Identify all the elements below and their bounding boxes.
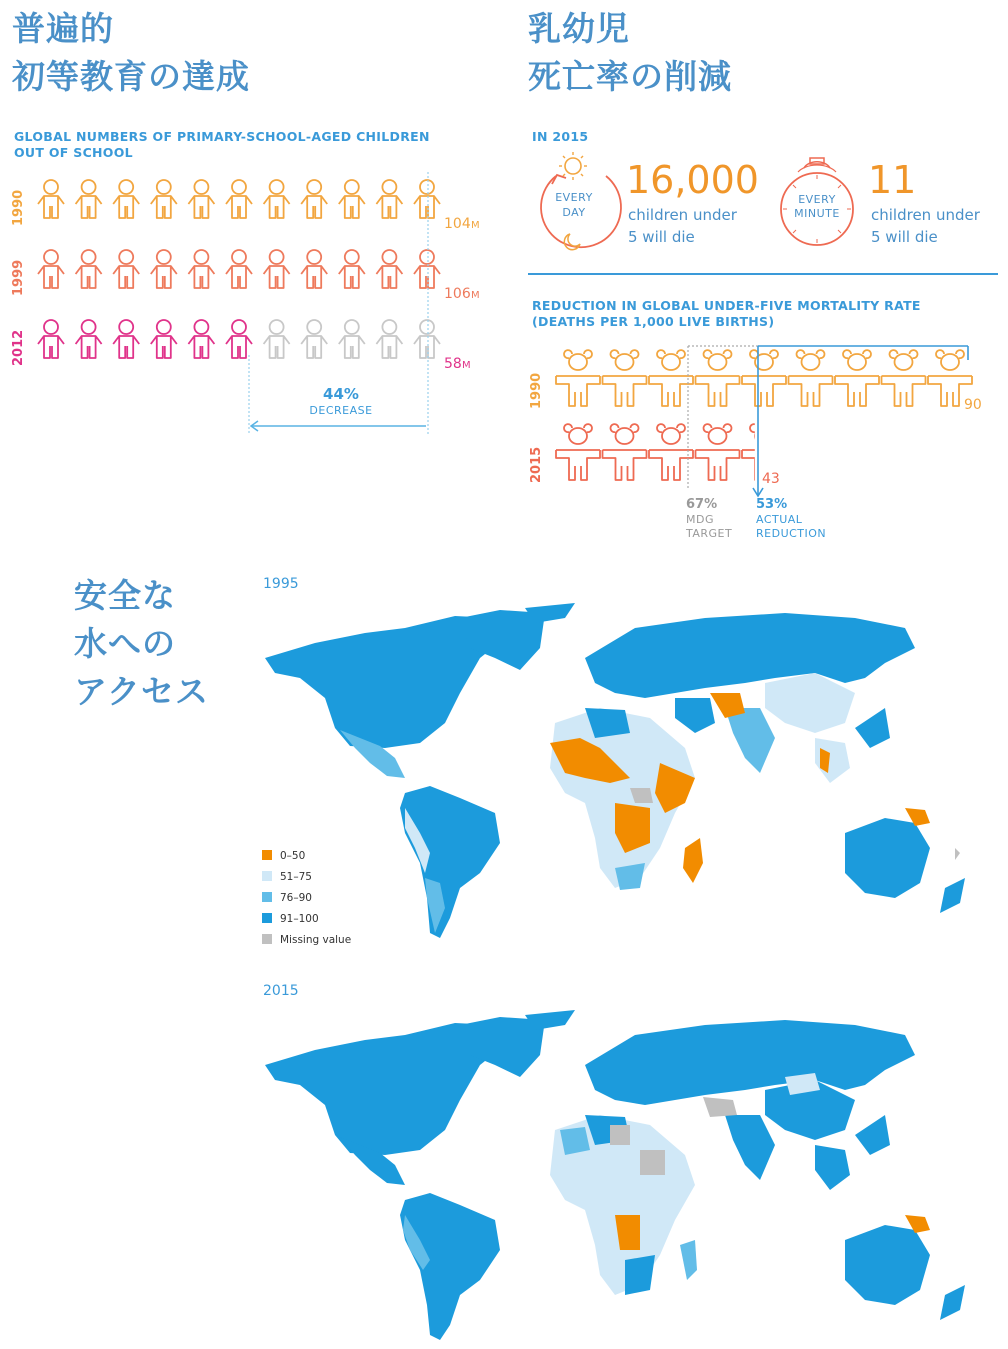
baby-icon — [742, 350, 786, 406]
child-icon — [113, 180, 139, 218]
edu-value: 58 — [444, 356, 462, 372]
baby-icon — [696, 424, 740, 480]
baby-icon — [649, 350, 693, 406]
mort-year-label: 2015 — [529, 446, 544, 483]
actual-line2: REDUCTION — [756, 527, 827, 540]
child-icon — [76, 250, 102, 288]
education-caption-line1: GLOBAL NUMBERS OF PRIMARY-SCHOOL-AGED CHILDREN — [14, 129, 430, 144]
legend-swatch — [262, 871, 272, 881]
mortality-caption-line1: REDUCTION IN GLOBAL UNDER-FIVE MORTALITY RATE — [532, 298, 921, 313]
edu-unit: M — [462, 360, 471, 371]
legend-label: 51–75 — [280, 871, 312, 883]
child-icon — [151, 320, 177, 358]
map-1995-oceania — [845, 808, 965, 913]
map-2015-north-america — [265, 1017, 545, 1185]
child-icon — [376, 320, 402, 358]
baby-icon — [556, 350, 600, 406]
child-icon — [151, 250, 177, 288]
child-icon — [76, 180, 102, 218]
baby-icon — [556, 424, 600, 480]
mort-year-label: 1990 — [529, 372, 544, 409]
baby-icon — [603, 350, 647, 406]
mortality-caption-line2: (DEATHS PER 1,000 LIVE BIRTHS) — [532, 314, 775, 329]
legend-label: Missing value — [280, 934, 352, 946]
minute-text-line2: 5 will die — [871, 228, 938, 246]
legend-swatch — [262, 850, 272, 860]
education-caption-line2: OUT OF SCHOOL — [14, 145, 133, 160]
map-2015 — [255, 1005, 1000, 1345]
child-icon — [376, 250, 402, 288]
child-icon — [38, 320, 64, 358]
map-1995-africa — [550, 708, 703, 890]
map-1995-south-america — [400, 786, 500, 938]
sun-icon — [565, 158, 581, 174]
mortality-title-line2: 死亡率の削減 — [528, 57, 732, 96]
child-icon — [188, 250, 214, 288]
edu-unit: M — [471, 220, 480, 231]
day-text-line2: 5 will die — [628, 228, 695, 246]
legend-item — [262, 891, 312, 905]
water-title-line3: アクセス — [74, 672, 210, 711]
edu-year-label: 1990 — [11, 189, 26, 226]
mort-value: 43 — [762, 471, 780, 487]
map-1995-north-america — [265, 610, 545, 748]
legend-label: 76–90 — [280, 892, 312, 904]
child-icon — [38, 180, 64, 218]
mortality-caption — [532, 298, 921, 330]
minute-text-line1: children under — [871, 206, 980, 224]
child-icon — [339, 320, 365, 358]
day-number: 16,000 — [626, 158, 759, 202]
child-icon — [301, 320, 327, 358]
decrease-pct: 44% — [323, 385, 359, 403]
child-icon — [226, 250, 252, 288]
every-day-line1: EVERY — [555, 191, 593, 204]
map-1995 — [255, 598, 1000, 943]
legend-label: 0–50 — [280, 850, 306, 862]
child-icon — [339, 180, 365, 218]
child-icon — [188, 180, 214, 218]
mdg-line2: TARGET — [686, 527, 733, 540]
every-minute-line1: EVERY — [798, 193, 836, 206]
education-title-line2: 初等教育の達成 — [12, 57, 250, 96]
education-title-line1: 普遍的 — [12, 9, 114, 48]
child-icon — [264, 320, 290, 358]
baby-icon — [603, 424, 647, 480]
child-icon — [301, 180, 327, 218]
edu-value: 106 — [444, 286, 471, 302]
child-icon — [414, 320, 440, 358]
child-icon — [264, 250, 290, 288]
child-icon — [113, 320, 139, 358]
mortality-pictogram — [520, 340, 1006, 545]
child-icon — [264, 180, 290, 218]
baby-icon — [696, 350, 740, 406]
every-day-circle — [541, 152, 621, 250]
child-icon — [414, 180, 440, 218]
mdg-line1: MDG — [686, 513, 714, 526]
legend-item — [262, 933, 351, 947]
legend-item — [262, 849, 305, 863]
map-2015-oceania — [845, 1215, 965, 1320]
water-title — [74, 572, 209, 716]
legend-item — [262, 870, 312, 884]
baby-icon — [835, 350, 879, 406]
child-icon — [376, 180, 402, 218]
legend-label: 91–100 — [280, 913, 319, 925]
legend-swatch — [262, 934, 272, 944]
map-2015-south-america — [400, 1193, 500, 1340]
actual-pct: 53% — [756, 497, 788, 512]
edu-unit: M — [471, 290, 480, 301]
mortality-title — [528, 5, 732, 101]
actual-line1: ACTUAL — [756, 513, 803, 526]
child-icon — [339, 250, 365, 288]
baby-icon — [789, 350, 833, 406]
child-icon — [226, 320, 252, 358]
child-icon — [38, 250, 64, 288]
mortality-divider — [528, 273, 998, 275]
education-title — [12, 5, 250, 101]
in-year-label: IN 2015 — [532, 129, 589, 144]
water-title-line2: 水への — [74, 624, 176, 663]
legend-item — [262, 912, 319, 926]
child-icon — [113, 250, 139, 288]
baby-icon — [649, 424, 693, 480]
stopwatch-icon — [781, 158, 853, 245]
minute-number: 11 — [868, 158, 917, 202]
water-title-line1: 安全な — [74, 576, 176, 615]
child-icon — [226, 180, 252, 218]
baby-icon — [882, 350, 926, 406]
every-minute-line2: MINUTE — [794, 207, 840, 220]
every-day-line2: DAY — [562, 206, 586, 219]
child-icon — [301, 250, 327, 288]
legend-swatch — [262, 892, 272, 902]
education-pictogram — [0, 170, 500, 445]
edu-value: 104 — [444, 216, 471, 232]
map-2015-africa — [550, 1115, 697, 1295]
mort-value: 90 — [964, 397, 982, 413]
mdg-pct: 67% — [686, 497, 718, 512]
decrease-label: DECREASE — [309, 404, 373, 417]
map2-year: 2015 — [263, 983, 299, 999]
child-icon — [151, 180, 177, 218]
education-caption — [14, 129, 430, 161]
child-icon — [188, 320, 214, 358]
child-icon — [414, 250, 440, 288]
map1-year: 1995 — [263, 576, 299, 592]
child-icon — [76, 320, 102, 358]
day-text-line1: children under — [628, 206, 737, 224]
mortality-clocks — [526, 148, 1006, 278]
mortality-title-line1: 乳幼児 — [528, 9, 630, 48]
moon-icon — [564, 234, 580, 250]
edu-year-label: 1999 — [11, 259, 26, 296]
legend-swatch — [262, 913, 272, 923]
edu-year-label: 2012 — [11, 329, 26, 366]
